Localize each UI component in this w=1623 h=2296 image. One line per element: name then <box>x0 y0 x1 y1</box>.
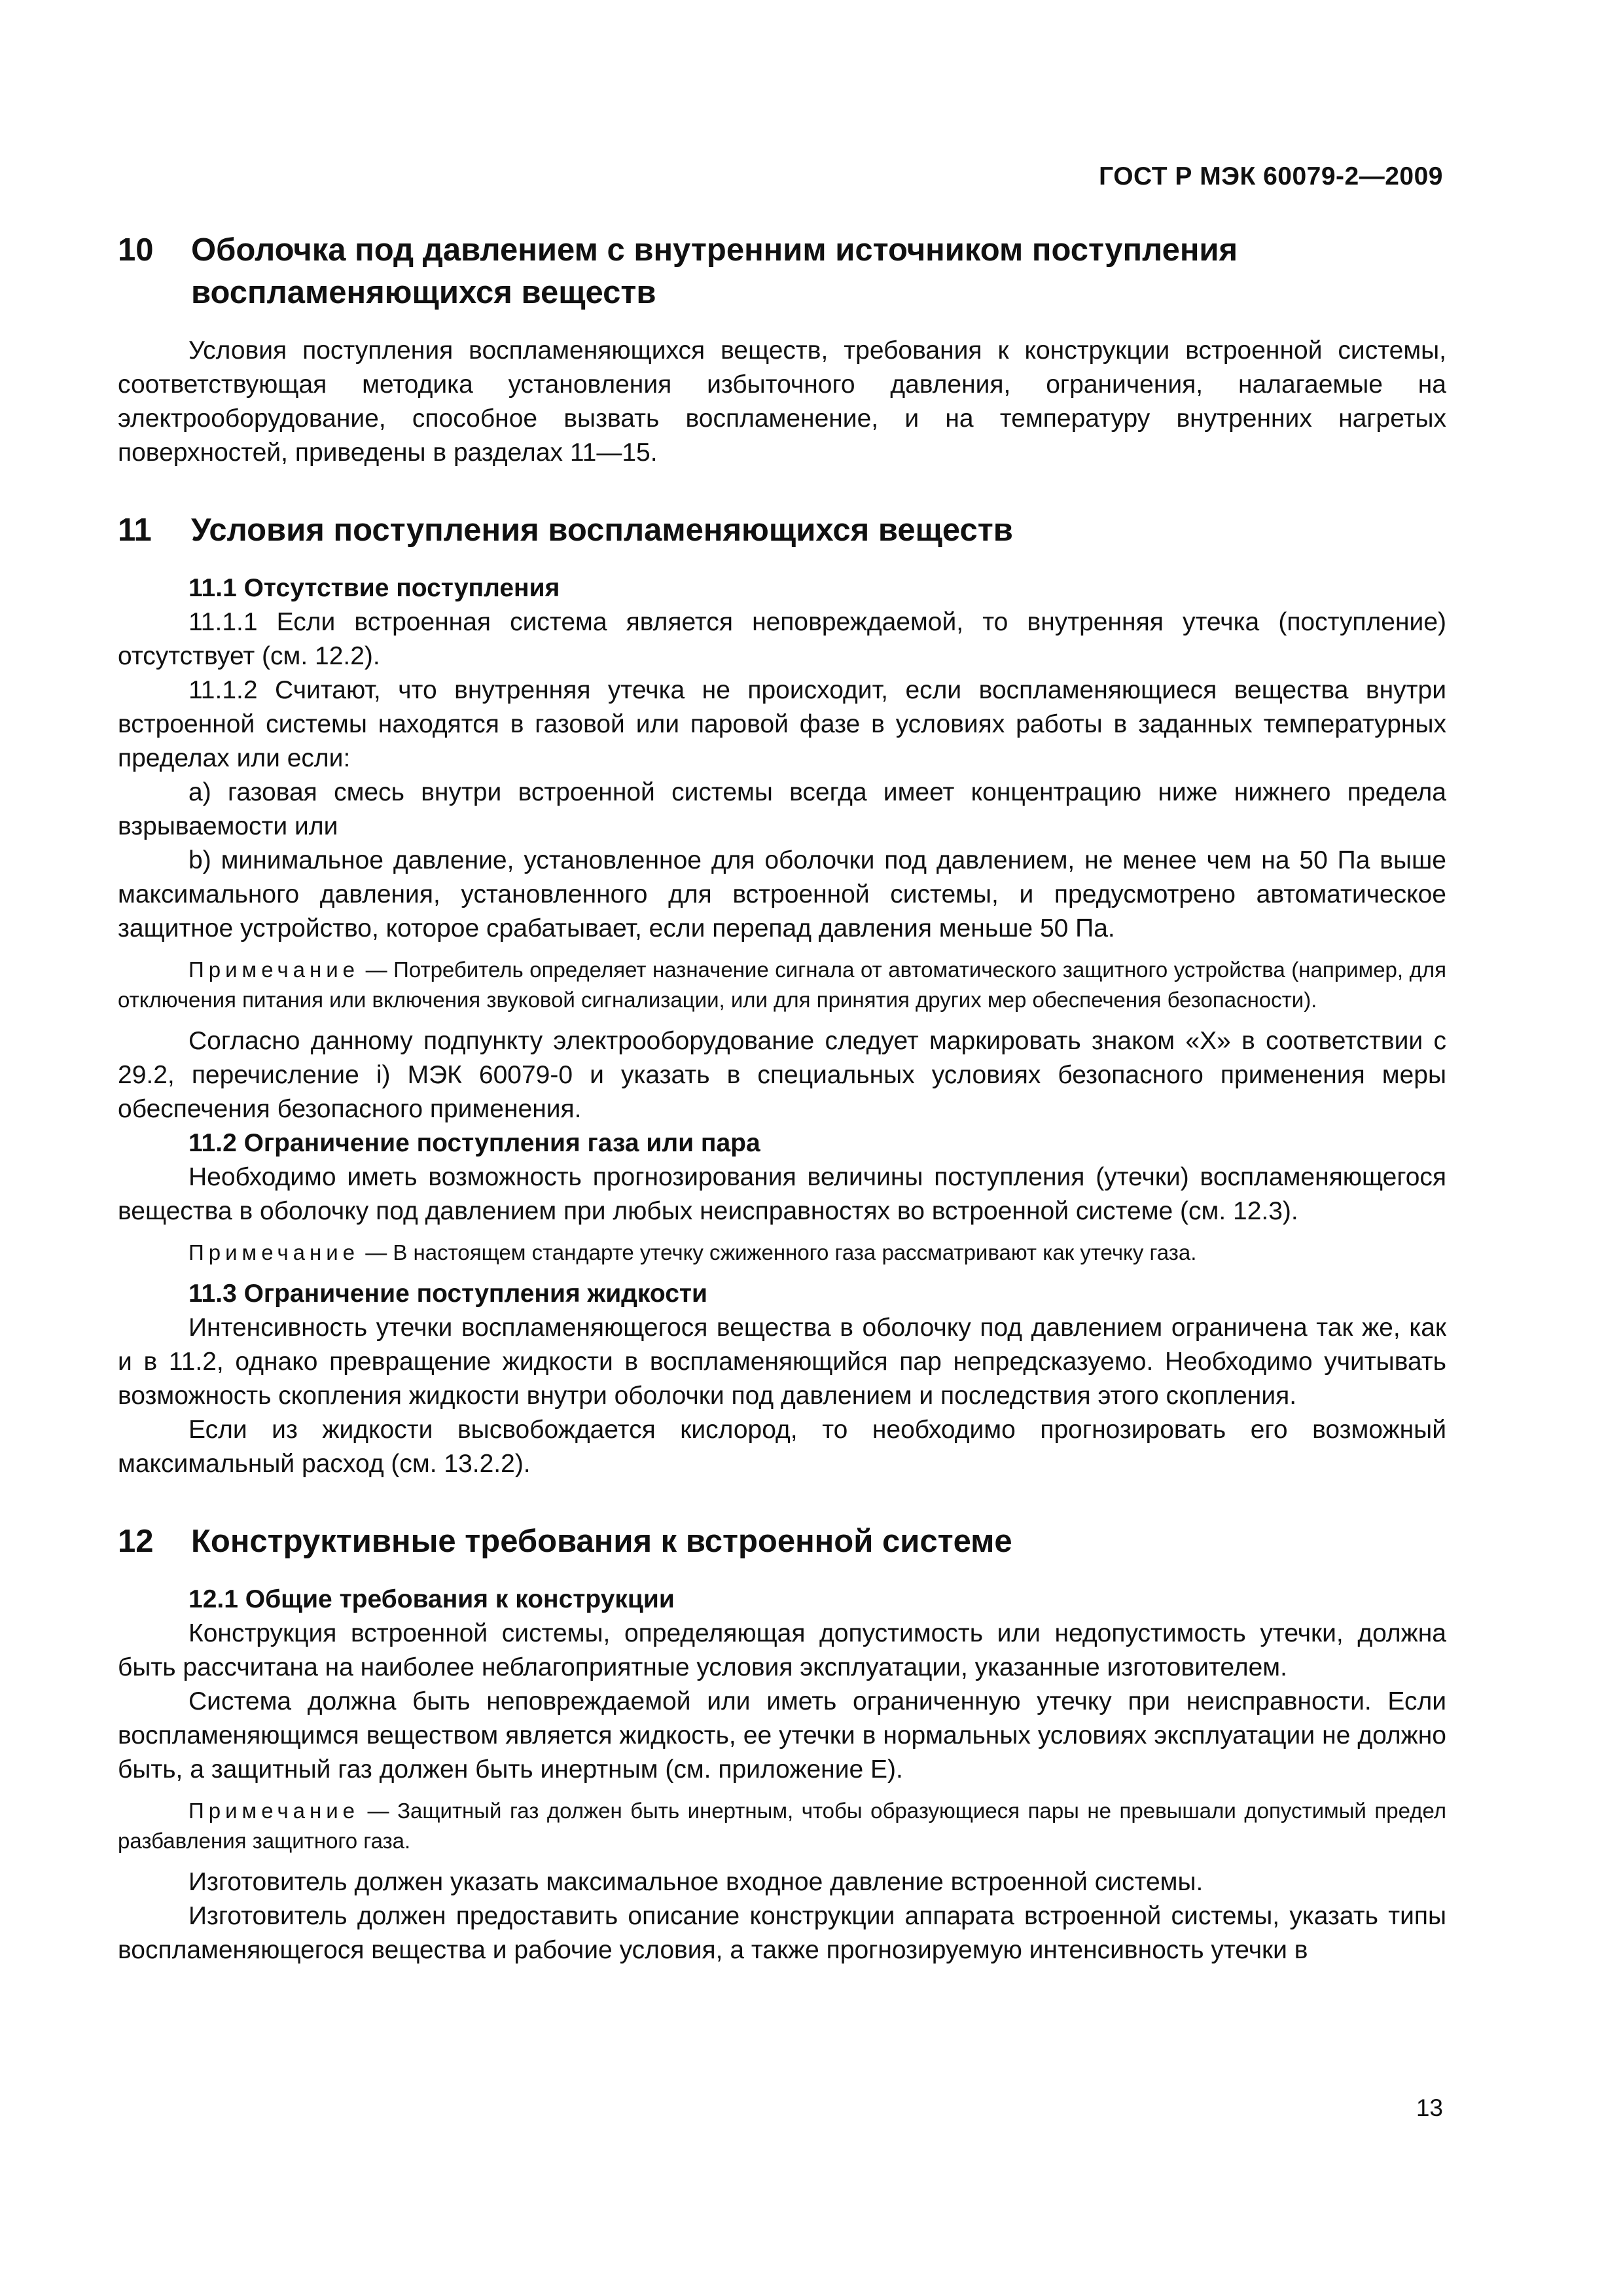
section-11-heading <box>118 509 1446 552</box>
section-10-paragraph: Условия поступления воспламеняющихся веществ, требования к конструкции встроенной системы, соответствующая методика установления избыточного давления, ограничения, налагаемые на электрооборудование, способное вызвать воспламенение, и на температуру внутренних нагретых поверхностей, приведены в разделах 11—15. <box>118 336 1446 467</box>
clause-11-1-1: 11.1.1 Если встроенная система является неповреждаемой, то внутренняя утечка (поступление) отсутствует (см. 12.2). <box>118 608 1446 670</box>
note-text: — Потребитель определяет назначение сигнала от автоматического защитного устройства (например, для отключения питания или включения звуковой сигнализации, или для принятия других мер обеспечения безопасности). <box>118 958 1446 1012</box>
note-text: — В настоящем стандарте утечку сжиженного газа рассматривают как утечку газа. <box>365 1240 1197 1265</box>
document-header: ГОСТ Р МЭК 60079-2—2009 <box>1099 162 1443 190</box>
page-body <box>118 229 1446 1967</box>
section-12-heading <box>118 1520 1446 1563</box>
note-label: Примечание <box>188 1240 360 1265</box>
page-number: 13 <box>1416 2094 1443 2121</box>
subsection-12-1-paragraph-4: Изготовитель должен предоставить описание конструкции аппарата встроенной системы, указать типы воспламеняющегося вещества и рабочие условия, а также прогнозируемую интенсивность утечки в <box>118 1902 1446 1964</box>
section-12-title: Конструктивные требования к встроенной системе <box>191 1524 1012 1559</box>
subsection-11-3-paragraph-2: Если из жидкости высвобождается кислород, то необходимо прогнозировать его возможный максимальный расход (см. 13.2.2). <box>118 1416 1446 1478</box>
section-11-number: 11 <box>118 512 152 548</box>
subsection-12-1-paragraph-2: Система должна быть неповреждаемой или иметь ограниченную утечку при неисправности. Если воспламеняющимся веществом является жидкость, ее утечки в нормальных условиях эксплуатации не должно быть, а защитный газ должен быть инертным (см. приложение Е). <box>118 1687 1446 1784</box>
subsection-11-2-heading: 11.2 Ограничение поступления газа или пара <box>188 1129 760 1157</box>
note-11-2 <box>118 1238 1446 1268</box>
subsection-11-3-heading: 11.3 Ограничение поступления жидкости <box>188 1280 708 1308</box>
section-10-number: 10 <box>118 232 154 268</box>
clause-11-1-2: 11.1.2 Считают, что внутренняя утечка не происходит, если воспламеняющиеся вещества внутри встроенной системы находятся в газовой или паровой фазе в условиях работы в заданных температурных пределах или если: <box>118 676 1446 772</box>
subsection-12-1-heading: 12.1 Общие требования к конструкции <box>188 1585 675 1613</box>
section-11-title: Условия поступления воспламеняющихся веществ <box>191 512 1013 548</box>
note-12-1 <box>118 1796 1446 1856</box>
subsection-11-1-heading: 11.1 Отсутствие поступления <box>188 574 560 602</box>
subsection-11-2-paragraph: Необходимо иметь возможность прогнозирования величины поступления (утечки) воспламеняющегося вещества в оболочку под давлением при любых неисправностях во встроенной системе (см. 12.3). <box>118 1163 1446 1225</box>
list-item-b: b) минимальное давление, установленное для оболочки под давлением, не менее чем на 50 Па выше максимального давления, установленного для встроенной системы, и предусмотрено автоматическое защитное устройство, которое срабатывает, если перепад давления меньше 50 Па. <box>118 846 1446 942</box>
section-10-title: Оболочка под давлением с внутренним источником поступления воспламеняющихся веществ <box>191 232 1238 310</box>
section-10-heading <box>118 229 1446 314</box>
note-label: Примечание <box>188 1799 360 1823</box>
subsection-12-1-paragraph-3: Изготовитель должен указать максимальное входное давление встроенной системы. <box>188 1868 1204 1896</box>
marking-paragraph: Согласно данному подпункту электрооборудование следует маркировать знаком «X» в соответствии с 29.2, перечисление i) МЭК 60079-0 и указать в специальных условиях безопасного применения меры обеспечения безопасного применения. <box>118 1027 1446 1123</box>
note-label: Примечание <box>188 958 360 982</box>
section-12-number: 12 <box>118 1524 154 1559</box>
subsection-12-1-paragraph-1: Конструкция встроенной системы, определяющая допустимость или недопустимость утечки, должна быть рассчитана на наиболее неблагоприятные условия эксплуатации, указанные изготовителем. <box>118 1619 1446 1681</box>
subsection-11-3-paragraph-1: Интенсивность утечки воспламеняющегося вещества в оболочку под давлением ограничена так же, как и в 11.2, однако превращение жидкости в воспламеняющийся пар непредсказуемо. Необходимо учитывать возможность скопления жидкости внутри оболочки под давлением и последствия этого скопления. <box>118 1314 1446 1410</box>
list-item-a: а) газовая смесь внутри встроенной системы всегда имеет концентрацию ниже нижнего предела взрываемости или <box>118 778 1446 840</box>
note-text: — Защитный газ должен быть инертным, чтобы образующиеся пары не превышали допустимый предел разбавления защитного газа. <box>118 1799 1447 1853</box>
note-11-1 <box>118 955 1446 1015</box>
